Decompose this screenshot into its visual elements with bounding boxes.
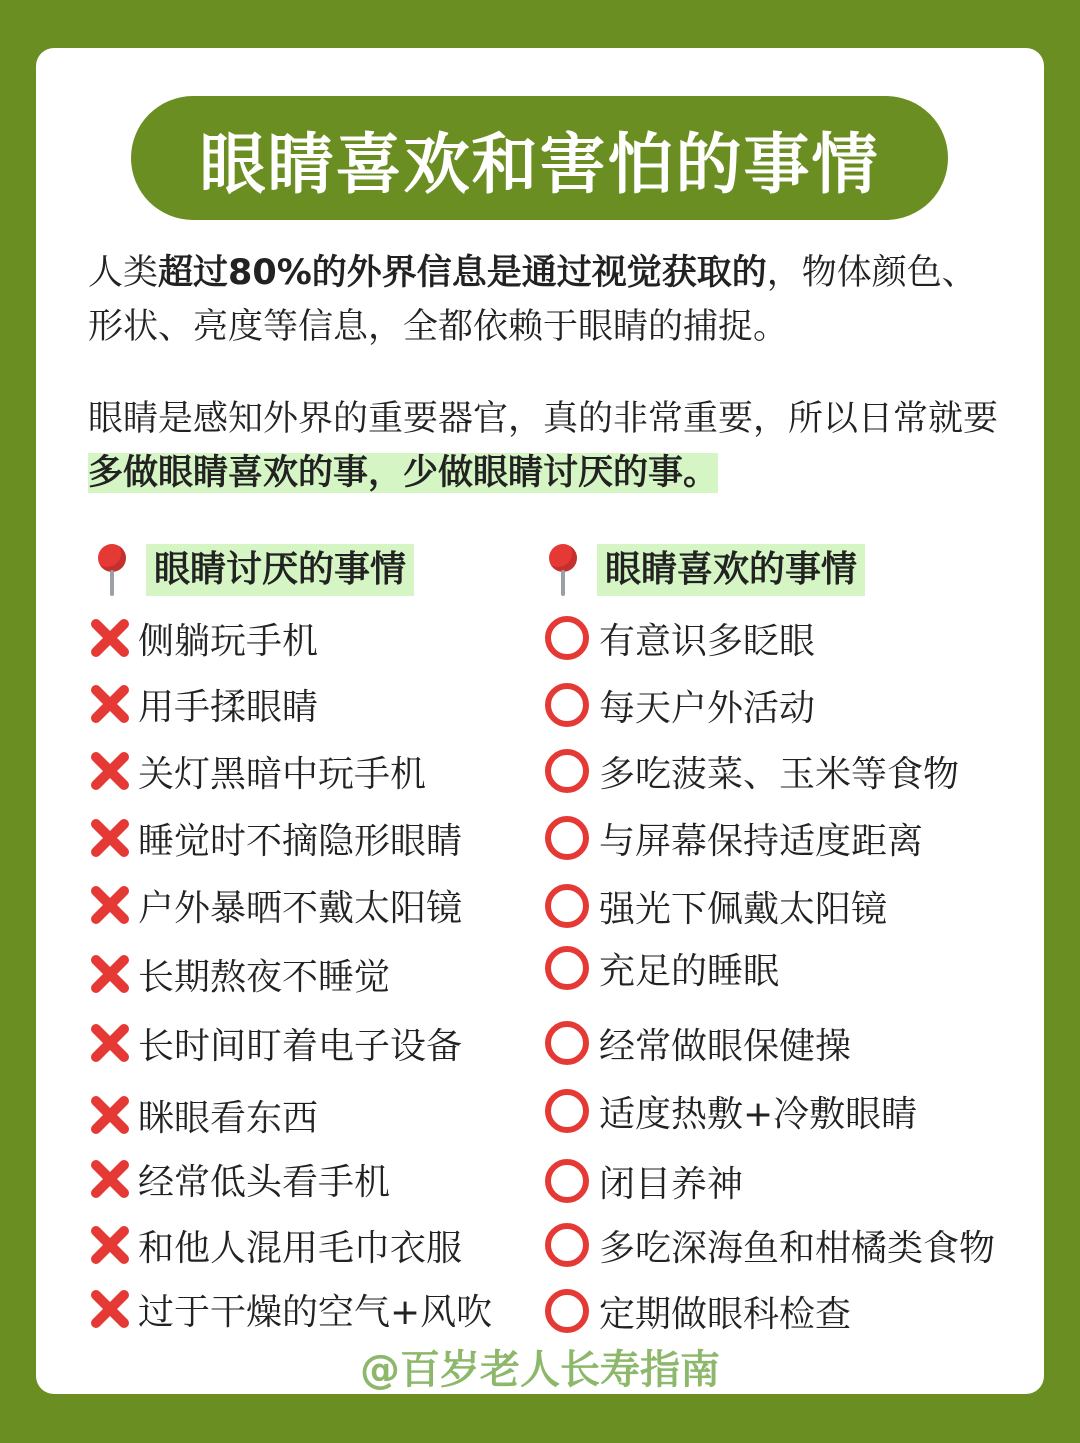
list-item <box>545 743 959 799</box>
list-item <box>88 946 390 1002</box>
cross-mark-icon <box>88 1157 132 1201</box>
cross-mark-icon <box>88 1093 132 1137</box>
list-item-label: 户外暴晒不戴太阳镜 <box>138 887 463 929</box>
like-heading-label: 眼睛喜欢的事情 <box>597 544 865 596</box>
intro-text: ，物体颜色、形状、亮度等信息，全都依赖于眼睛的捕捉。 <box>88 253 977 347</box>
circle-mark-icon <box>545 884 589 928</box>
list-item-label: 经常做眼保健操 <box>599 1025 852 1067</box>
circle-mark-icon <box>545 616 589 660</box>
dislike-heading <box>92 540 414 600</box>
list-item <box>545 1015 851 1071</box>
list-item-label: 与屏幕保持适度距离 <box>599 820 924 862</box>
list-item <box>545 677 815 733</box>
list-item-label: 有意识多眨眼 <box>599 620 816 662</box>
cross-mark-icon <box>88 1287 132 1331</box>
cross-mark-icon <box>88 952 132 996</box>
intro-text: 眼睛是感知外界的重要器官，真的非常重要，所以日常就要 <box>88 399 999 439</box>
circle-mark-icon <box>545 816 589 860</box>
list-item <box>545 610 815 666</box>
list-item <box>88 1217 462 1273</box>
cross-mark-icon <box>88 1021 132 1065</box>
intro-paragraph-1 <box>88 246 998 354</box>
list-item <box>545 940 779 996</box>
pushpin-icon <box>543 542 581 598</box>
list-item-label: 长期熬夜不睡觉 <box>138 956 391 998</box>
list-item-label: 和他人混用毛巾衣服 <box>138 1227 463 1269</box>
list-item <box>88 877 462 933</box>
list-item-label: 多吃深海鱼和柑橘类食物 <box>599 1227 996 1269</box>
list-item-label: 关灯黑暗中玩手机 <box>138 753 427 795</box>
list-item-label: 过于干燥的空气+风吹 <box>138 1291 493 1333</box>
title-banner <box>131 96 948 220</box>
list-item <box>88 1087 318 1143</box>
intro-bold-text: 超过80%的外界信息是通过视觉获取的 <box>158 253 767 293</box>
pushpin-icon <box>92 542 130 598</box>
cross-mark-icon <box>88 682 132 726</box>
list-item-label: 经常低头看手机 <box>138 1161 391 1203</box>
dislike-heading-label: 眼睛讨厌的事情 <box>146 544 414 596</box>
cross-mark-icon <box>88 883 132 927</box>
list-item <box>88 1151 390 1207</box>
circle-mark-icon <box>545 1289 589 1333</box>
list-item-label: 长时间盯着电子设备 <box>138 1025 463 1067</box>
list-item-label: 眯眼看东西 <box>138 1097 319 1139</box>
circle-mark-icon <box>545 946 589 990</box>
list-item-label: 充足的睡眠 <box>599 950 780 992</box>
list-item-label: 用手揉眼睛 <box>138 686 319 728</box>
like-heading <box>543 540 865 600</box>
cross-mark-icon <box>88 616 132 660</box>
page-title: 眼睛喜欢和害怕的事情 <box>199 125 880 203</box>
circle-mark-icon <box>545 1223 589 1267</box>
list-item-label: 侧躺玩手机 <box>138 620 319 662</box>
intro-text: 人类 <box>88 253 159 293</box>
list-item-label: 闭目养神 <box>599 1163 744 1205</box>
list-item-label: 多吃菠菜、玉米等食物 <box>599 753 960 795</box>
circle-mark-icon <box>545 683 589 727</box>
list-item <box>545 810 923 866</box>
circle-mark-icon <box>545 1159 589 1203</box>
list-item-label: 适度热敷+冷敷眼睛 <box>599 1093 918 1135</box>
list-item <box>545 878 887 934</box>
footer-credit: @百岁老人长寿指南 <box>360 1347 720 1393</box>
intro-paragraph-2 <box>88 392 998 500</box>
circle-mark-icon <box>545 1021 589 1065</box>
list-item <box>545 1283 851 1339</box>
list-item-label: 睡觉时不摘隐形眼睛 <box>138 820 463 862</box>
list-item <box>545 1083 917 1139</box>
circle-mark-icon <box>545 1089 589 1133</box>
list-item <box>88 610 318 666</box>
list-item <box>88 743 426 799</box>
list-item-label: 强光下佩戴太阳镜 <box>599 888 888 930</box>
highlighted-text: 多做眼睛喜欢的事，少做眼睛讨厌的事。 <box>88 453 719 493</box>
list-item <box>545 1217 995 1273</box>
list-item <box>88 810 462 866</box>
list-item-label: 每天户外活动 <box>599 687 816 729</box>
list-item <box>545 1153 743 1209</box>
cross-mark-icon <box>88 1223 132 1267</box>
list-item <box>88 1281 492 1337</box>
list-item <box>88 676 318 732</box>
cross-mark-icon <box>88 749 132 793</box>
list-item-label: 定期做眼科检查 <box>599 1293 852 1335</box>
list-item <box>88 1015 462 1071</box>
circle-mark-icon <box>545 749 589 793</box>
cross-mark-icon <box>88 816 132 860</box>
